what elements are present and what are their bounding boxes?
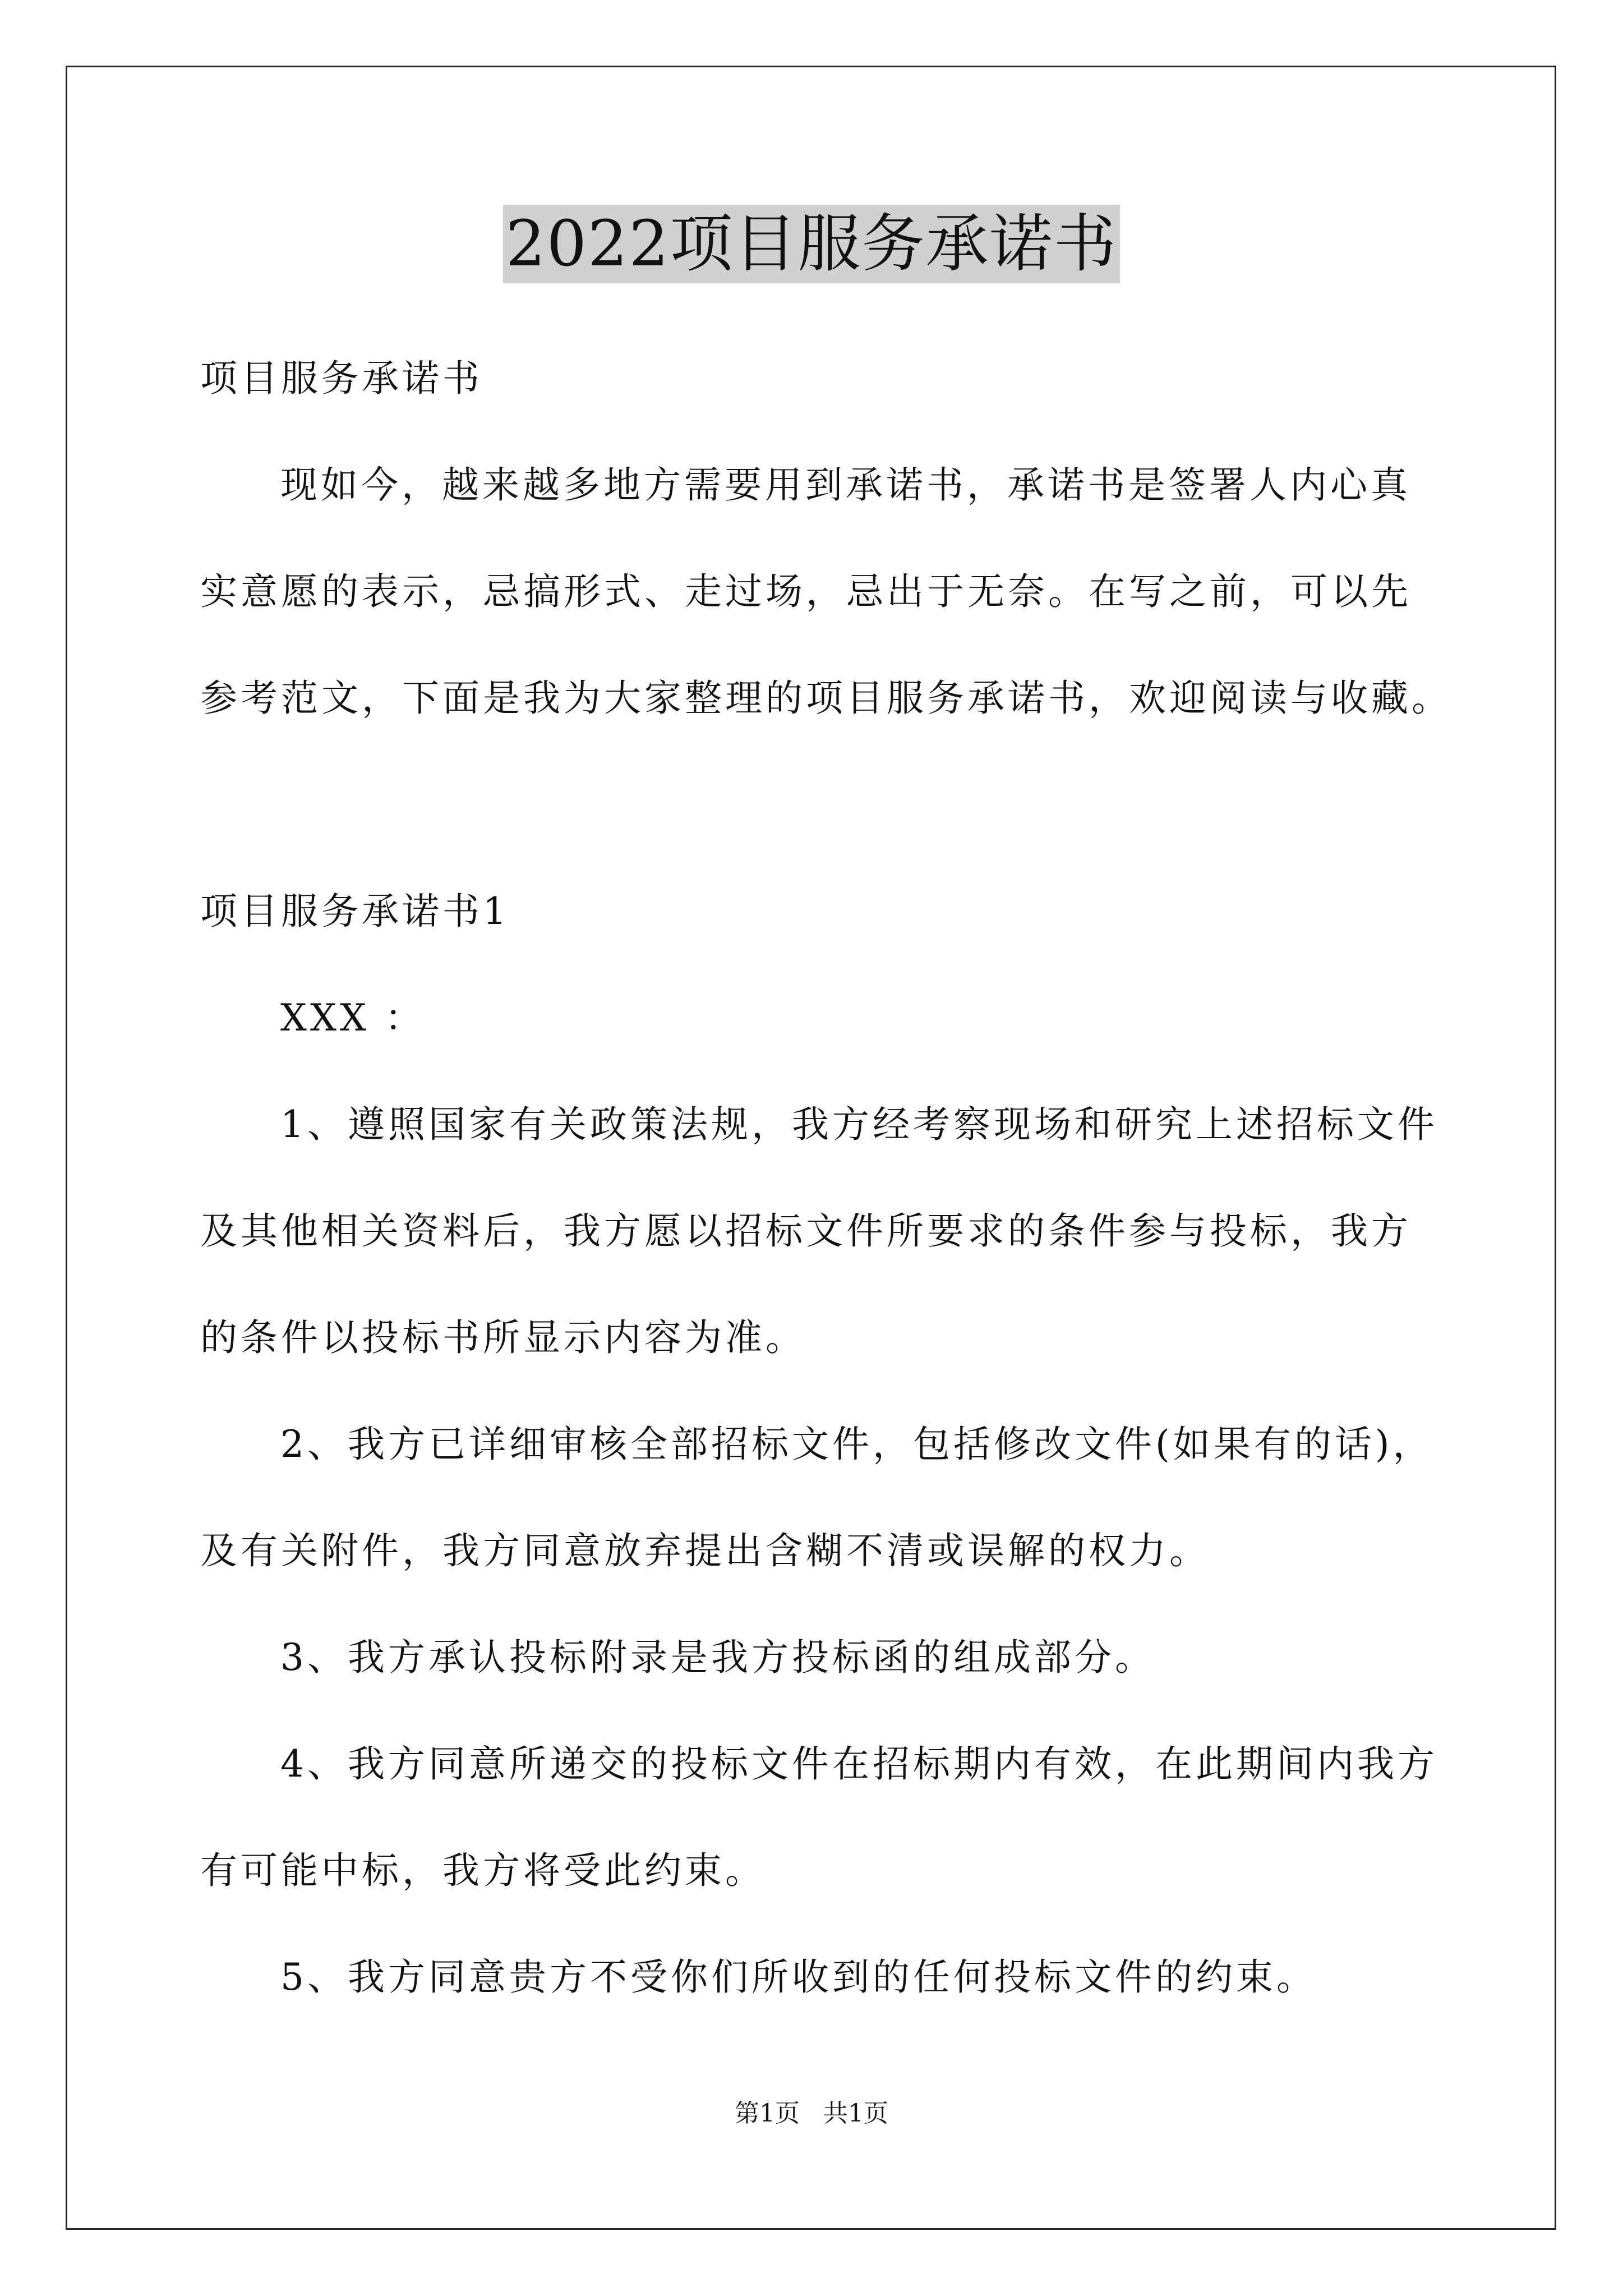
item-1-line-3: 的条件以投标书所显示内容为准。 [200, 1316, 806, 1359]
document-subtitle: 项目服务承诺书 [200, 357, 483, 400]
item-1-line-2: 及其他相关资料后，我方愿以招标文件所要求的条件参与投标，我方 [200, 1209, 1412, 1253]
item-4-line-1: 4、我方同意所递交的投标文件在招标期内有效，在此期间内我方 [280, 1742, 1438, 1786]
intro-line-2: 实意愿的表示，忌搞形式、走过场，忌出于无奈。在写之前，可以先 [200, 570, 1412, 613]
intro-line-3: 参考范文，下面是我为大家整理的项目服务承诺书，欢迎阅读与收藏。 [200, 677, 1452, 720]
document-title: 2022项目服务承诺书 [503, 205, 1119, 283]
intro-line-1: 现如今，越来越多地方需要用到承诺书，承诺书是签署人内心真 [280, 463, 1411, 507]
salutation: XXX ： [280, 996, 425, 1039]
item-3-line-1: 3、我方承认投标附录是我方投标函的组成部分。 [280, 1636, 1155, 1679]
item-1-line-1: 1、遵照国家有关政策法规，我方经考察现场和研究上述招标文件 [280, 1103, 1438, 1146]
item-2-line-2: 及有关附件，我方同意放弃提出含糊不清或误解的权力。 [200, 1529, 1210, 1572]
page-footer: 第1页 共1页 [735, 2099, 888, 2128]
item-5-line-1: 5、我方同意贵方不受你们所收到的任何投标文件的约束。 [280, 1955, 1317, 1999]
title-container [0, 205, 1623, 283]
section-heading: 项目服务承诺书1 [200, 890, 510, 933]
item-2-line-1: 2、我方已详细审核全部招标文件，包括修改文件(如果有的话)， [280, 1423, 1433, 1466]
item-4-line-2: 有可能中标，我方将受此约束。 [200, 1849, 766, 1892]
